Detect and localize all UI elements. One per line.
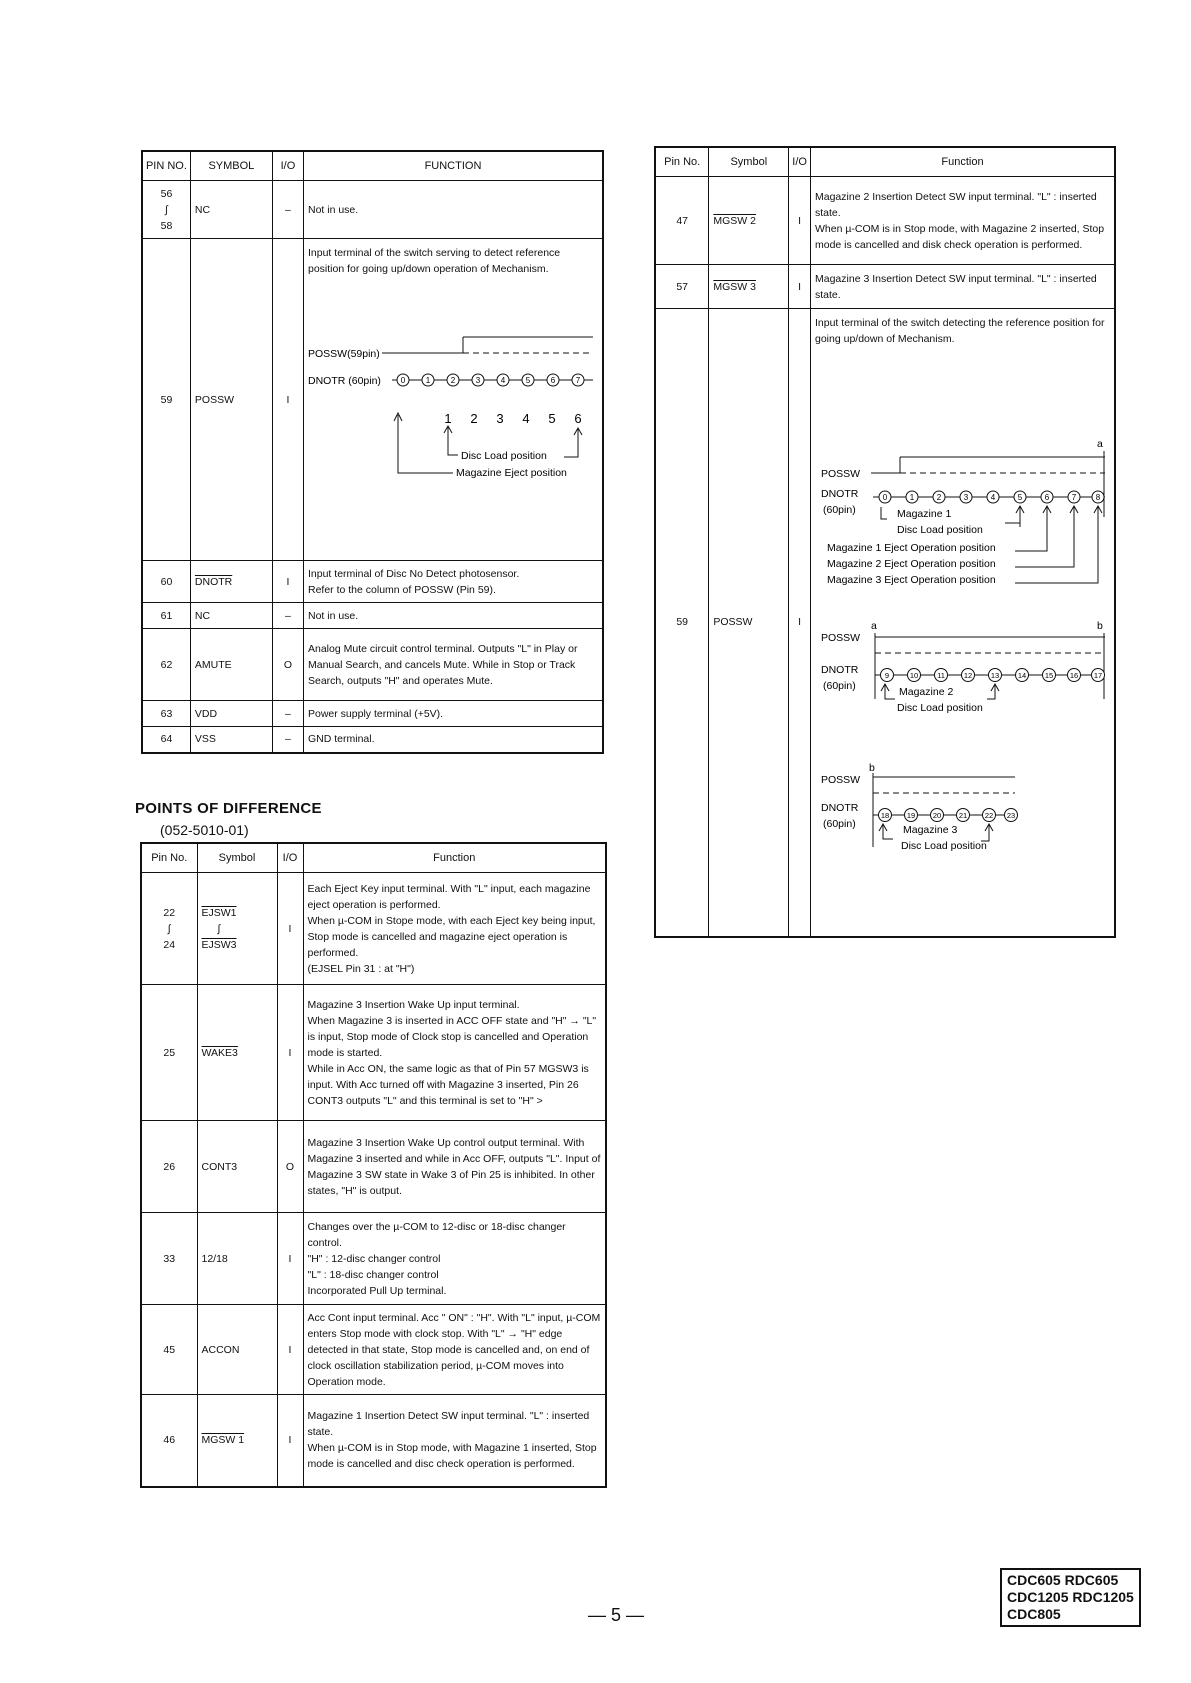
circle-label: 0 <box>400 376 406 385</box>
position-number: 2 <box>470 411 478 426</box>
table-row <box>141 1121 606 1213</box>
magazine2-label: Magazine 2 <box>899 686 954 698</box>
col-symbol: SYMBOL <box>190 151 272 181</box>
circle-label: 1 <box>425 376 431 385</box>
io-cell: I <box>277 1395 303 1487</box>
symbol-cell: MGSW 1 <box>197 1395 277 1487</box>
magazine1-eject-label: Magazine 1 Eject Operation position <box>827 542 996 554</box>
pin-cell: 59 <box>142 239 190 561</box>
possw-label: POSSW <box>821 632 861 644</box>
symbol-cell: DNOTR <box>190 561 272 603</box>
col-function: Function <box>303 843 606 873</box>
circle-label: 7 <box>1071 493 1077 502</box>
symbol-line: EJSW1 <box>201 906 237 919</box>
circle-label: 4 <box>990 493 996 502</box>
table-header <box>141 843 606 873</box>
circle-label: 2 <box>936 493 942 502</box>
circle-label: 23 <box>1006 811 1016 820</box>
pin-cell: 45 <box>141 1305 197 1395</box>
io-cell: – <box>272 701 303 727</box>
pin-cell: 33 <box>141 1213 197 1305</box>
disc-load-label: Disc Load position <box>897 702 983 714</box>
magazine-eject-label: Magazine Eject position <box>456 467 567 479</box>
b-label: b <box>1097 620 1103 632</box>
pin-cell: 46 <box>141 1395 197 1487</box>
points-of-difference-heading: POINTS OF DIFFERENCE <box>135 800 322 817</box>
possw-label: POSSW(59pin) <box>308 348 380 360</box>
table-row <box>142 603 603 629</box>
io-cell: I <box>277 1305 303 1395</box>
io-cell: I <box>789 265 811 309</box>
possw-label: POSSW <box>821 468 861 480</box>
position-number: 3 <box>496 411 504 426</box>
circle-label: 18 <box>880 811 890 820</box>
dnotr-circles-2 <box>881 669 1105 682</box>
symbol-line: ∫ <box>217 922 221 935</box>
position-number: 5 <box>548 411 556 426</box>
function-cell: Magazine 3 Insertion Wake Up control output terminal. With Magazine 3 inserted and while in Acc OFF, outputs "L". Input of Magazine 3 SW state in Wake 3 of Pin 25 is inhibited. In other states, "H" is output. <box>303 1121 606 1213</box>
io-cell: I <box>277 873 303 985</box>
dnotr-label: DNOTR <box>821 664 859 676</box>
symbol-cell: CONT3 <box>197 1121 277 1213</box>
circle-label: 3 <box>475 376 481 385</box>
circle-label: 22 <box>984 811 994 820</box>
position-number: 6 <box>574 411 582 426</box>
io-cell: I <box>272 239 303 561</box>
symbol-line: EJSW3 <box>201 938 237 951</box>
position-numbers <box>444 411 581 426</box>
points-of-difference-part-number: (052-5010-01) <box>160 822 249 838</box>
a-label: a <box>871 620 877 632</box>
io-cell: – <box>272 603 303 629</box>
possw-magazine-diagram <box>815 347 1110 912</box>
function-cell: Each Eject Key input terminal. With "L" input, each magazine eject operation is performed. When µ-COM in Stope mode, with each Eject key being input, Stop mode is cancelled and magazine eject operation is performed. (EJSEL Pin 31 : at "H") <box>303 873 606 985</box>
col-pin: Pin No. <box>141 843 197 873</box>
symbol-cell: NC <box>190 181 272 239</box>
circle-label: 5 <box>1017 493 1023 502</box>
table-row <box>141 1395 606 1487</box>
pin-cell: 59 <box>655 309 709 937</box>
magazine2-eject-label: Magazine 2 Eject Operation position <box>827 558 996 570</box>
table-row <box>142 727 603 753</box>
symbol-cell: 12/18 <box>197 1213 277 1305</box>
table-row <box>142 629 603 701</box>
magazine3-eject-label: Magazine 3 Eject Operation position <box>827 574 996 586</box>
symbol-cell: MGSW 3 <box>709 265 789 309</box>
circle-label: 19 <box>906 811 916 820</box>
table-row <box>141 985 606 1121</box>
table-row <box>142 181 603 239</box>
circle-label: 13 <box>990 671 1000 680</box>
pin-table-2 <box>140 842 607 1488</box>
col-io: I/O <box>277 843 303 873</box>
table-row <box>141 1305 606 1395</box>
circle-label: 8 <box>1095 493 1101 502</box>
pin60-label: (60pin) <box>823 818 856 830</box>
circle-label: 4 <box>500 376 506 385</box>
function-cell <box>811 309 1116 937</box>
circle-label: 20 <box>932 811 942 820</box>
col-io: I/O <box>789 147 811 177</box>
symbol-cell: MGSW 2 <box>709 177 789 265</box>
disc-load-label: Disc Load position <box>901 840 987 852</box>
pin-cell: 64 <box>142 727 190 753</box>
dnotr-label: DNOTR (60pin) <box>308 375 381 387</box>
circle-label: 1 <box>909 493 915 502</box>
function-cell: GND terminal. <box>304 727 604 753</box>
symbol-cell: NC <box>190 603 272 629</box>
circle-label: 2 <box>450 376 456 385</box>
function-cell: Analog Mute circuit control terminal. Outputs "L" in Play or Manual Search, and cancels Mute. While in Stop or Track Search, outputs "H" and operates Mute. <box>304 629 604 701</box>
col-function: FUNCTION <box>304 151 604 181</box>
pin-cell: 63 <box>142 701 190 727</box>
table-header <box>655 147 1115 177</box>
pin60-label: (60pin) <box>823 504 856 516</box>
io-cell: – <box>272 181 303 239</box>
function-cell <box>304 239 604 561</box>
function-cell: Magazine 1 Insertion Detect SW input terminal. "L" : inserted state. When µ-COM is in Stop mode, with Magazine 1 inserted, Stop mode is cancelled and disc check operation is performed. <box>303 1395 606 1487</box>
col-io: I/O <box>272 151 303 181</box>
model-line: CDC805 <box>1007 1606 1061 1622</box>
pin-table-1 <box>141 150 604 754</box>
circle-label: 9 <box>884 671 890 680</box>
circle-label: 7 <box>575 376 581 385</box>
io-cell: I <box>789 177 811 265</box>
model-line: CDC605 RDC605 <box>1007 1572 1119 1588</box>
pin-cell: 47 <box>655 177 709 265</box>
function-cell: Magazine 2 Insertion Detect SW input terminal. "L" : inserted state. When µ-COM is in Stop mode, with Magazine 2 inserted, Stop mode is cancelled and disk check operation is performed. <box>811 177 1116 265</box>
symbol-cell: VSS <box>190 727 272 753</box>
function-cell: Magazine 3 Insertion Wake Up input terminal. When Magazine 3 is inserted in ACC OFF state and "H" → "L" is input, Stop mode of Clock stop is cancelled and Operation mode is started. While in Acc ON, the same logic as that of Pin 57 MGSW3 is input. With Acc turned off with Magazine 3 inserted, Pin 26 CONT3 outputs "L" and this terminal is set to "H" > <box>303 985 606 1121</box>
table-row <box>141 1213 606 1305</box>
circle-label: 6 <box>1044 493 1050 502</box>
function-cell: Power supply terminal (+5V). <box>304 701 604 727</box>
pin-cell: 60 <box>142 561 190 603</box>
col-symbol: Symbol <box>197 843 277 873</box>
position-number: 4 <box>522 411 530 426</box>
function-cell: Input terminal of Disc No Detect photosensor. Refer to the column of POSSW (Pin 59). <box>304 561 604 603</box>
model-list <box>1000 1568 1141 1627</box>
disc-load-label: Disc Load position <box>461 450 547 462</box>
io-cell: – <box>272 727 303 753</box>
function-cell: Not in use. <box>304 181 604 239</box>
io-cell: I <box>272 561 303 603</box>
io-cell: I <box>277 1213 303 1305</box>
symbol-cell: POSSW <box>190 239 272 561</box>
a-label: a <box>1097 438 1103 450</box>
table-header <box>142 151 603 181</box>
circle-label: 3 <box>963 493 969 502</box>
function-cell: Not in use. <box>304 603 604 629</box>
table-row <box>142 701 603 727</box>
circle-label: 16 <box>1069 671 1079 680</box>
pin-cell: 25 <box>141 985 197 1121</box>
function-cell: Changes over the µ-COM to 12-disc or 18-disc changer control. "H" : 12-disc changer control "L" : 18-disc changer control Incorporated Pull Up terminal. <box>303 1213 606 1305</box>
function-text: Input terminal of the switch detecting the reference position for going up/down of Mechanism. <box>815 317 1105 345</box>
pin-table-3 <box>654 146 1116 938</box>
symbol-cell <box>197 873 277 985</box>
pin-cell: 26 <box>141 1121 197 1213</box>
page-number: — 5 — <box>588 1605 645 1625</box>
col-function: Function <box>811 147 1116 177</box>
table-row <box>655 177 1115 265</box>
circle-label: 14 <box>1017 671 1027 680</box>
table-row <box>142 561 603 603</box>
col-symbol: Symbol <box>709 147 789 177</box>
function-text: Input terminal of the switch serving to detect reference position for going up/down operation of Mechanism. <box>308 247 561 275</box>
circle-label: 0 <box>882 493 888 502</box>
io-cell: O <box>277 1121 303 1213</box>
io-cell: O <box>272 629 303 701</box>
io-cell: I <box>277 985 303 1121</box>
symbol-cell: WAKE3 <box>197 985 277 1121</box>
col-pin: PIN NO. <box>142 151 190 181</box>
circle-label: 17 <box>1093 671 1103 680</box>
circle-label: 21 <box>958 811 968 820</box>
table-row <box>655 265 1115 309</box>
table-row <box>655 309 1115 937</box>
io-cell: I <box>789 309 811 937</box>
pin-cell: 61 <box>142 603 190 629</box>
symbol-cell: POSSW <box>709 309 789 937</box>
pin-cell: 57 <box>655 265 709 309</box>
table-row <box>141 873 606 985</box>
pin-cell: 62 <box>142 629 190 701</box>
position-number: 1 <box>444 411 452 426</box>
pin-cell: 22 ∫ 24 <box>141 873 197 985</box>
circle-label: 5 <box>525 376 531 385</box>
magazine3-label: Magazine 3 <box>903 824 958 836</box>
circle-label: 6 <box>550 376 556 385</box>
symbol-cell: ACCON <box>197 1305 277 1395</box>
circle-label: 10 <box>909 671 919 680</box>
pin60-label: (60pin) <box>823 680 856 692</box>
symbol-cell: AMUTE <box>190 629 272 701</box>
disc-load-label: Disc Load position <box>897 524 983 536</box>
circle-label: 15 <box>1044 671 1054 680</box>
dnotr-label: DNOTR <box>821 802 859 814</box>
b-label: b <box>869 762 875 774</box>
possw-label: POSSW <box>821 774 861 786</box>
possw-timing-diagram <box>308 277 598 512</box>
function-cell: Magazine 3 Insertion Detect SW input terminal. "L" : inserted state. <box>811 265 1116 309</box>
table-row <box>142 239 603 561</box>
model-line: CDC1205 RDC1205 <box>1007 1589 1134 1605</box>
function-cell: Acc Cont input terminal. Acc " ON" : "H". With "L" input, µ-COM enters Stop mode with clock stop. With "L" → "H" edge detected in that state, Stop mode is cancelled and, on end of clock oscillation stabilization period, µ-COM moves into Operation mode. <box>303 1305 606 1395</box>
col-pin: Pin No. <box>655 147 709 177</box>
symbol-cell: VDD <box>190 701 272 727</box>
dnotr-label: DNOTR <box>821 488 859 500</box>
circle-label: 11 <box>937 671 945 680</box>
pin-cell: 56 ∫ 58 <box>142 181 190 239</box>
dnotr-circles-1 <box>879 491 1104 503</box>
magazine1-label: Magazine 1 <box>897 508 952 520</box>
circle-label: 12 <box>963 671 973 680</box>
